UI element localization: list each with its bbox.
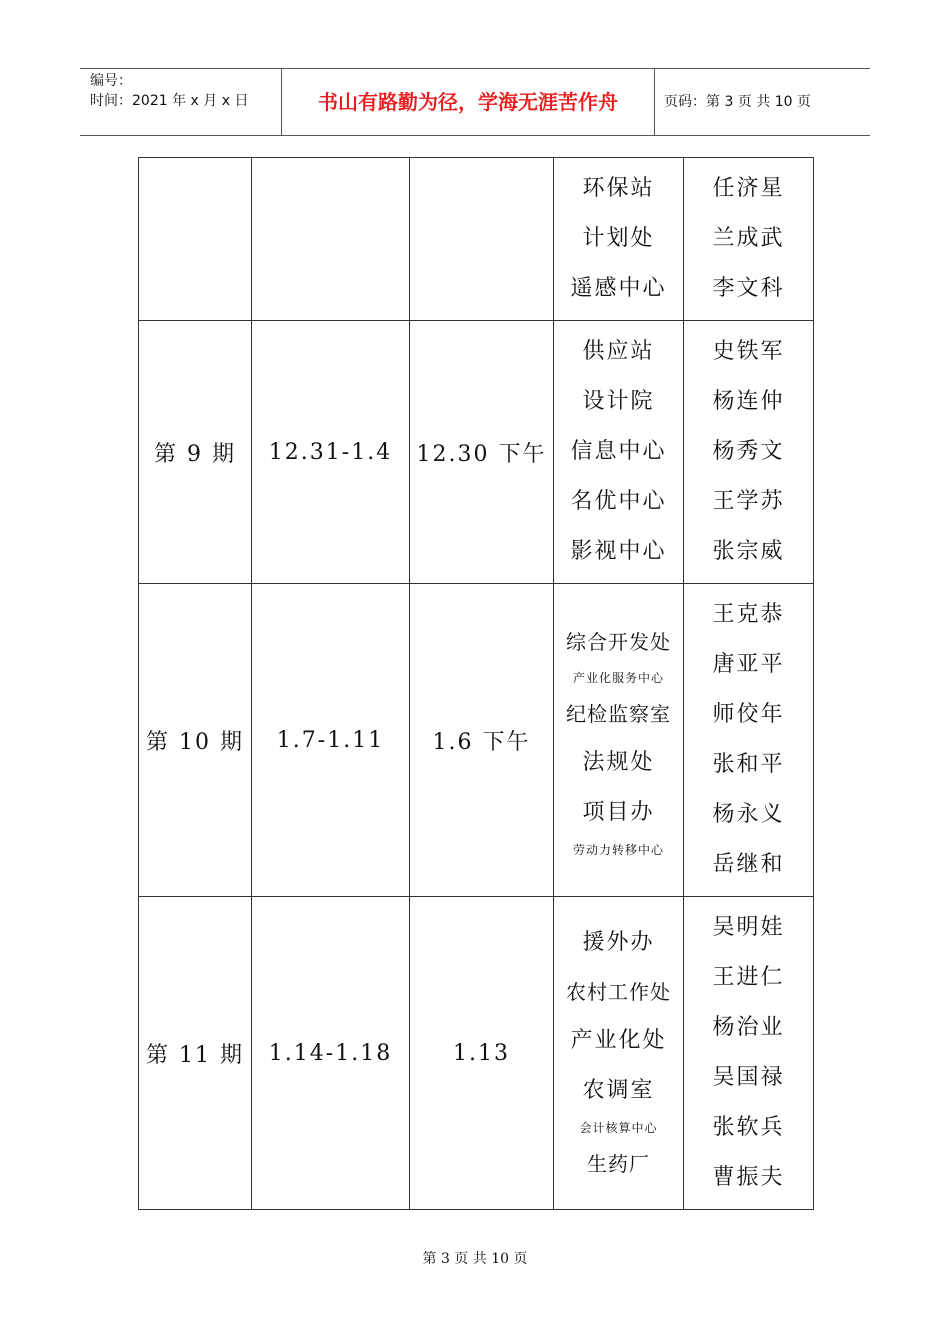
unit-name: 综合开发处 <box>566 630 671 654</box>
table-row <box>139 321 814 584</box>
page-header <box>80 68 870 136</box>
unit-name: 产业化处 <box>570 1028 667 1053</box>
person-name: 吴明娃 <box>712 915 785 940</box>
people-cell <box>684 584 814 897</box>
period-cell <box>139 158 252 321</box>
unit-name: 环保站 <box>582 176 655 201</box>
header-motto: 书山有路勤为径，学海无涯苦作舟 <box>282 69 655 135</box>
unit-name: 法规处 <box>582 750 655 775</box>
units-cell <box>554 584 684 897</box>
people-cell <box>684 158 814 321</box>
people-cell <box>684 321 814 584</box>
unit-name: 名优中心 <box>570 489 667 514</box>
reception-cell <box>410 158 554 321</box>
person-name: 张和平 <box>712 752 785 777</box>
unit-name: 遥感中心 <box>570 276 667 301</box>
unit-name: 信息中心 <box>570 439 667 464</box>
unit-name: 影视中心 <box>570 539 667 564</box>
unit-name: 纪检监察室 <box>566 702 671 726</box>
unit-name: 产业化服务中心 <box>572 671 664 685</box>
dates-cell <box>252 158 410 321</box>
header-meta <box>80 69 282 135</box>
units-cell <box>554 321 684 584</box>
header-page-info: 页码：第 3 页 共 10 页 <box>664 94 811 110</box>
period-cell: 第 11 期 <box>139 897 252 1210</box>
person-name: 杨秀文 <box>712 439 785 464</box>
unit-name: 援外办 <box>582 930 655 955</box>
reception-cell: 1.13 <box>410 897 554 1210</box>
unit-name: 农村工作处 <box>566 980 671 1004</box>
person-name: 岳继和 <box>712 852 785 877</box>
unit-name: 供应站 <box>582 339 655 364</box>
table-row <box>139 158 814 321</box>
person-name: 李文科 <box>712 276 785 301</box>
person-name: 兰成武 <box>712 226 785 251</box>
period-cell: 第 9 期 <box>139 321 252 584</box>
person-name: 王学苏 <box>712 489 785 514</box>
document-number-label: 编号： <box>90 73 132 89</box>
reception-cell: 1.6 下午 <box>410 584 554 897</box>
dates-cell: 1.14-1.18 <box>252 897 410 1210</box>
person-name: 唐亚平 <box>712 652 785 677</box>
units-cell <box>554 897 684 1210</box>
people-cell <box>684 897 814 1210</box>
reception-cell: 12.30 下午 <box>410 321 554 584</box>
person-name: 杨永义 <box>712 802 785 827</box>
person-name: 史铁军 <box>712 339 785 364</box>
unit-name: 农调室 <box>582 1078 655 1103</box>
table-row <box>139 584 814 897</box>
person-name: 吴国禄 <box>712 1065 785 1090</box>
units-cell <box>554 158 684 321</box>
schedule-table <box>138 157 814 1210</box>
person-name: 王克恭 <box>712 602 785 627</box>
unit-name: 计划处 <box>582 226 655 251</box>
dates-cell: 12.31-1.4 <box>252 321 410 584</box>
person-name: 师佼年 <box>712 702 785 727</box>
person-name: 杨连仲 <box>712 389 785 414</box>
person-name: 杨治业 <box>712 1015 785 1040</box>
period-cell: 第 10 期 <box>139 584 252 897</box>
unit-name: 设计院 <box>582 389 655 414</box>
person-name: 张软兵 <box>712 1115 785 1140</box>
unit-name: 项目办 <box>582 800 655 825</box>
unit-name: 会计核算中心 <box>579 1121 658 1135</box>
page-footer: 第 3 页 共 10 页 <box>422 1251 528 1267</box>
document-time-label: 时间：2021 年 x 月 x 日 <box>90 93 249 109</box>
person-name: 王进仁 <box>712 965 785 990</box>
table-row <box>139 897 814 1210</box>
person-name: 任济星 <box>712 176 785 201</box>
person-name: 张宗威 <box>712 539 785 564</box>
dates-cell: 1.7-1.11 <box>252 584 410 897</box>
unit-name: 劳动力转移中心 <box>572 843 664 857</box>
person-name: 曹振夫 <box>712 1165 785 1190</box>
unit-name: 生药厂 <box>587 1152 650 1176</box>
